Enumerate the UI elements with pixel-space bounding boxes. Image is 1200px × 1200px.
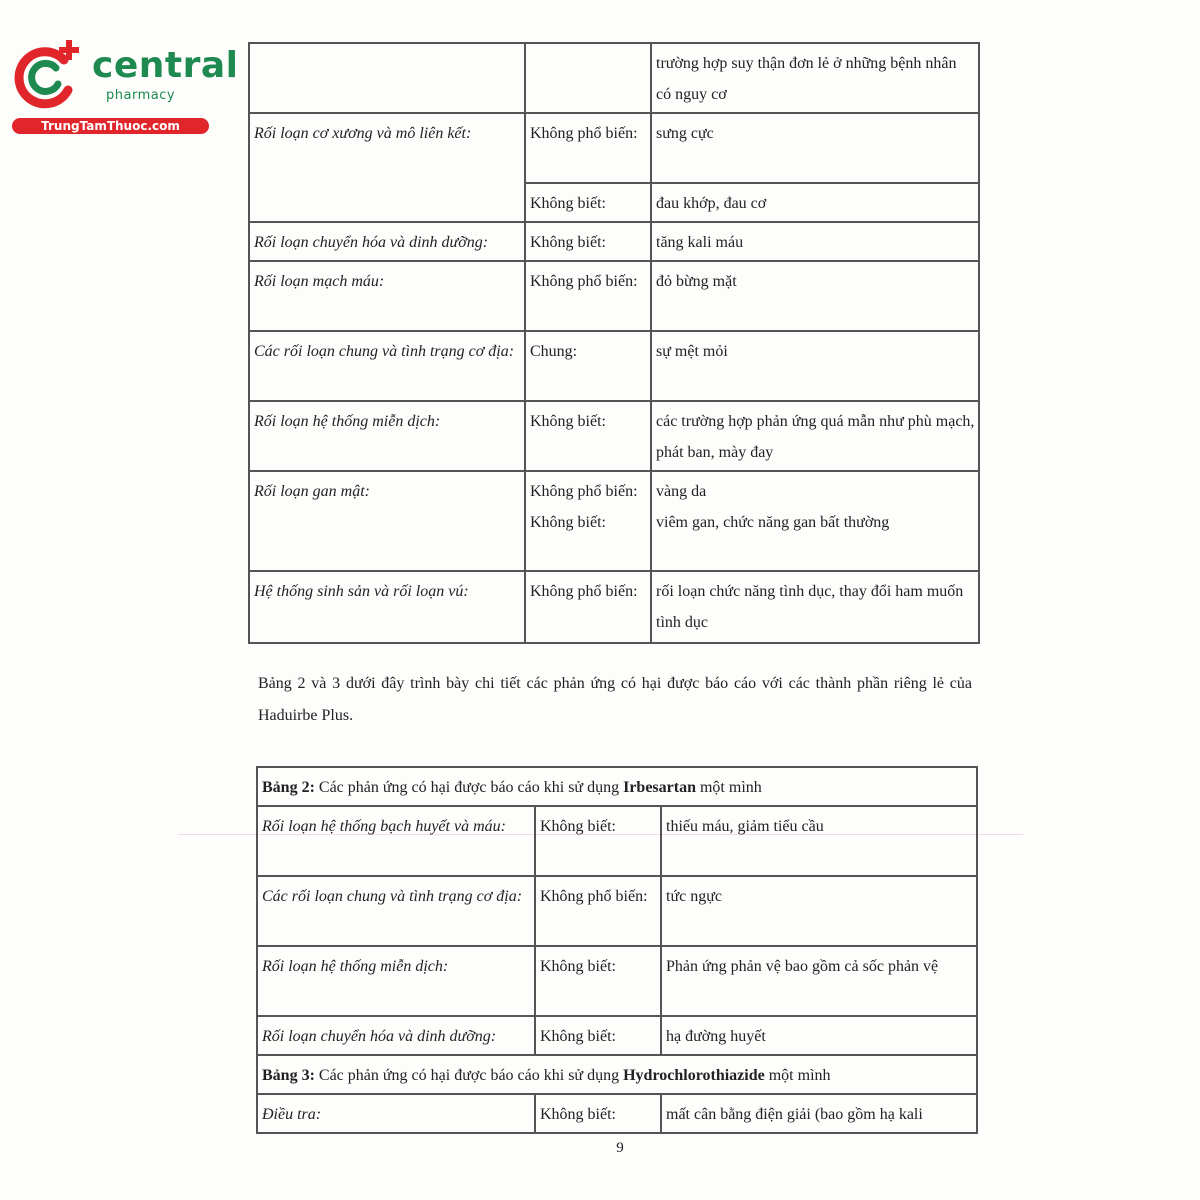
frequency-cell: Không phổ biến:	[525, 113, 651, 183]
table-row	[249, 261, 979, 331]
frequency-cell: Không biết:	[535, 946, 661, 1016]
central-pharmacy-logo[interactable]	[12, 38, 239, 138]
table-title-row	[257, 1055, 977, 1094]
frequency-cell: Không biết:	[525, 401, 651, 471]
table-3-title	[257, 1055, 977, 1094]
frequency-text: Không biết:	[530, 514, 606, 531]
effect-cell: tức ngực	[661, 876, 977, 946]
table-row	[249, 471, 979, 571]
effect-cell	[651, 471, 979, 571]
table-2-title-prefix: Bảng 2:	[262, 779, 315, 796]
table-2-title-text: Các phản ứng có hại được báo cáo khi sử dụng	[314, 779, 624, 796]
adverse-reactions-table-2-3	[256, 766, 978, 1134]
table-2-title	[257, 767, 977, 806]
intro-paragraph: Bảng 2 và 3 dưới đây trình bày chi tiết các phản ứng có hại được báo cáo với các thành phần riêng lẻ của Haduirbe Plus.	[258, 675, 972, 724]
table-row	[249, 331, 979, 401]
effect-cell: trường hợp suy thận đơn lẻ ở những bệnh nhân có nguy cơ	[651, 43, 979, 113]
frequency-cell: Chung:	[525, 331, 651, 401]
category-cell: Các rối loạn chung và tình trạng cơ địa:	[249, 331, 525, 401]
table-3-title-prefix: Bảng 3:	[262, 1067, 315, 1084]
category-cell: Hệ thống sinh sản và rối loạn vú:	[249, 571, 525, 643]
category-cell: Rối loạn hệ thống miễn dịch:	[249, 401, 525, 471]
adverse-reactions-table-1	[248, 42, 980, 644]
table-3-title-drug: Hydrochlorothiazide	[623, 1067, 765, 1084]
effect-cell: rối loạn chức năng tình dục, thay đổi ham muốn tình dục	[651, 571, 979, 643]
effect-cell: đỏ bừng mặt	[651, 261, 979, 331]
effect-cell: mất cân bằng điện giải (bao gồm hạ kali	[661, 1094, 977, 1133]
frequency-cell: Không biết:	[535, 806, 661, 876]
effect-cell: hạ đường huyết	[661, 1016, 977, 1055]
category-cell: Điều tra:	[257, 1094, 535, 1133]
category-cell	[249, 43, 525, 113]
table-2-title-drug: Irbesartan	[623, 779, 696, 796]
category-cell: Rối loạn chuyển hóa và dinh dưỡng:	[249, 222, 525, 261]
table-row	[249, 571, 979, 643]
effect-cell: các trường hợp phản ứng quá mẫn như phù mạch, phát ban, mày đay	[651, 401, 979, 471]
logo-brand-text: central	[92, 45, 239, 86]
table-3-title-text: Các phản ứng có hại được báo cáo khi sử dụng	[314, 1067, 624, 1084]
page-number: 9	[616, 1140, 624, 1156]
category-cell: Rối loạn hệ thống bạch huyết và máu:	[257, 806, 535, 876]
table-3-title-suffix: một mình	[764, 1067, 831, 1084]
table-row	[249, 43, 979, 113]
category-cell: Rối loạn chuyển hóa và dinh dưỡng:	[257, 1016, 535, 1055]
frequency-text: Không phổ biến:	[530, 483, 638, 500]
table-2-title-suffix: một mình	[695, 779, 762, 796]
category-cell: Các rối loạn chung và tình trạng cơ địa:	[257, 876, 535, 946]
table-row	[257, 1016, 977, 1055]
table-row	[257, 876, 977, 946]
category-cell: Rối loạn hệ thống miễn dịch:	[257, 946, 535, 1016]
table-row	[257, 1094, 977, 1133]
frequency-cell: Không biết:	[525, 222, 651, 261]
frequency-cell: Không biết:	[535, 1094, 661, 1133]
logo-sub-text: pharmacy	[106, 88, 176, 103]
category-cell: Rối loạn cơ xương và mô liên kết:	[249, 113, 525, 222]
frequency-cell: Không phổ biến:	[535, 876, 661, 946]
table-row	[249, 401, 979, 471]
effect-text: viêm gan, chức năng gan bất thường	[656, 514, 890, 531]
frequency-cell	[525, 43, 651, 113]
effect-cell: sự mệt mỏi	[651, 331, 979, 401]
effect-cell: thiếu máu, giảm tiểu cầu	[661, 806, 977, 876]
central-logo-icon	[12, 38, 88, 114]
frequency-cell: Không biết:	[525, 183, 651, 222]
effect-text: vàng da	[656, 483, 707, 500]
logo-site-link[interactable]: TrungTamThuoc.com	[12, 118, 209, 134]
frequency-cell: Không phổ biến:	[525, 261, 651, 331]
table-title-row	[257, 767, 977, 806]
table-row	[249, 113, 979, 183]
effect-cell: sưng cực	[651, 113, 979, 183]
frequency-cell: Không phổ biến:	[525, 571, 651, 643]
category-cell: Rối loạn mạch máu:	[249, 261, 525, 331]
frequency-cell: Không biết:	[535, 1016, 661, 1055]
category-cell: Rối loạn gan mật:	[249, 471, 525, 571]
effect-cell: Phản ứng phản vệ bao gồm cả sốc phản vệ	[661, 946, 977, 1016]
table-row	[257, 946, 977, 1016]
table-row	[257, 806, 977, 876]
effect-cell: tăng kali máu	[651, 222, 979, 261]
table-row	[249, 222, 979, 261]
effect-cell: đau khớp, đau cơ	[651, 183, 979, 222]
frequency-cell	[525, 471, 651, 571]
